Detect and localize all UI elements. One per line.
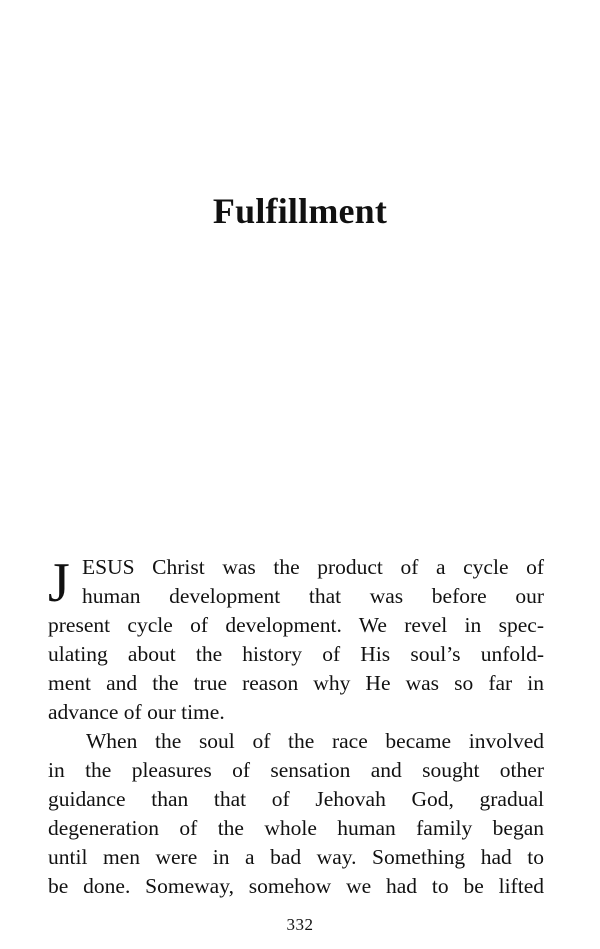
text-line: human development that was before our — [82, 584, 544, 608]
text-line: advance of our time. — [48, 700, 225, 724]
text-line: until men were in a bad way. Something had to — [48, 845, 544, 869]
paragraph-2 — [48, 727, 544, 901]
text-line: guidance than that of Jehovah God, gradual — [48, 787, 544, 811]
text-line: ulating about the history of His soul’s unfold- — [48, 642, 544, 666]
text-line: degeneration of the whole human family began — [48, 816, 544, 840]
text-line: in the pleasures of sensation and sought other — [48, 758, 544, 782]
text-line: be done. Someway, somehow we had to be lifted — [48, 874, 544, 898]
paragraph-1 — [48, 553, 544, 727]
text-line: present cycle of development. We revel in spec- — [48, 613, 544, 637]
body-text — [48, 553, 544, 901]
text-line: ment and the true reason why He was so far in — [48, 671, 544, 695]
text-line: ESUS Christ was the product of a cycle of — [82, 555, 544, 579]
text-line: When the soul of the race became involved — [86, 729, 544, 753]
drop-cap: J — [48, 552, 70, 614]
page-number: 332 — [286, 915, 314, 934]
chapter-title: Fulfillment — [212, 191, 388, 231]
